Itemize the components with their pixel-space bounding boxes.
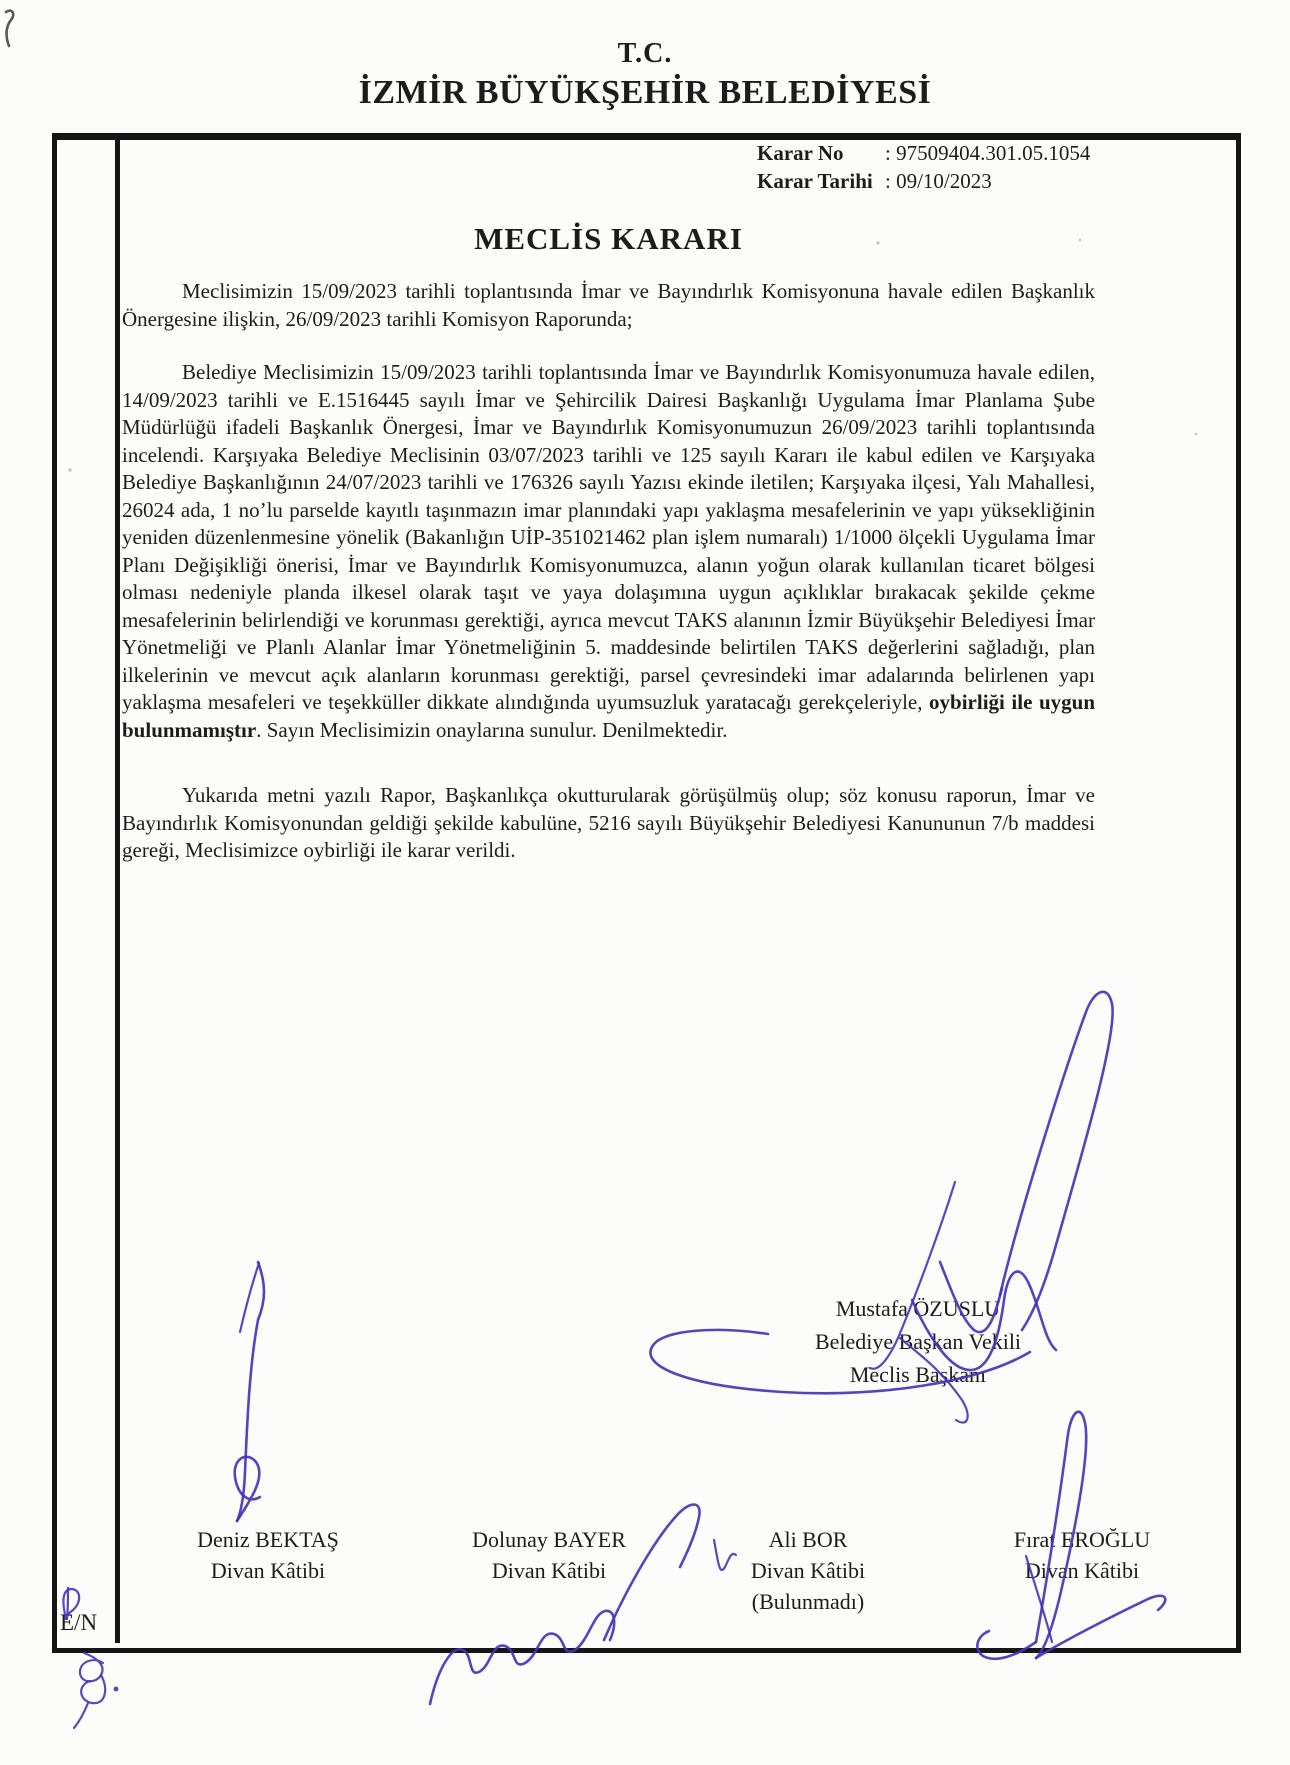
clerk-title: Divan Kâtibi: [210, 1558, 326, 1583]
clerk-title: Divan Kâtibi: [491, 1558, 607, 1583]
decision-date-label: Karar Tarihi: [757, 169, 873, 193]
decision-number-label: Karar No: [757, 141, 844, 165]
header-republic-abbreviation: T.C.: [617, 38, 673, 69]
electronic-copy-mark: E/N: [60, 1610, 98, 1635]
president-title-deputy-mayor: Belediye Başkan Vekili: [814, 1329, 1022, 1354]
paragraph-commission-report: [122, 359, 1095, 744]
clerk-name: Fırat EROĞLU: [1013, 1527, 1151, 1552]
president-name: Mustafa ÖZUSLU: [835, 1296, 1001, 1321]
clerk-absent-note: (Bulunmadı): [751, 1589, 865, 1614]
commission-report-text: Belediye Meclisimizin 15/09/2023 tarihli toplantısında İmar ve Bayındırlık Komisyonumuza havale edilen, 14/09/2023 tarihli ve E.1516445 sayılı İmar ve Şehircilik Dairesi Başkanlığı Uygulama İmar Planlama Şube Müdürlüğü ifadeli Başkanlık Önergesi, İmar ve Bayındırlık Komisyonumuzun 26/09/2023 tarihli toplantısında incelendi. Karşıyaka Belediye Meclisinin 03/07/2023 tarihli ve 125 sayılı Kararı ile kabul edilen ve Karşıyaka Belediye Başkanlığının 24/07/2023 tarihli ve 176326 sayılı Yazısı ekinde iletilen; Karşıyaka ilçesi, Yalı Mahallesi, 26024 ada, 1 no’lu parselde kayıtlı taşınmazın imar planındaki yapı yaklaşma mesafelerinin ve yapı yüksekliğinin yeniden düzenlenmesine yönelik (Bakanlığın UİP-351021462 plan işlem numaralı) 1/1000 ölçekli Uygulama İmar Planı Değişikliği önerisi, İmar ve Bayındırlık Komisyonumuzca, alanın yoğun olarak kullanılan ticaret bölgesi olması nedeniyle planda ilkesel olarak taşıt ve yaya dolaşımına uygun açıklıklar bırakacak şekilde çekme mesafelerinin belirlendiği ve korunması gerektiği, ayrıca mevcut TAKS alanının İzmir Büyükşehir Belediyesi İmar Yönetmeliği ve Planlı Alanlar İmar Yönetmeliğinin 5. maddesinde belirtilen TAKS değerlerini sağladığı, plan ilkelerinin ve mevcut açık alanların korunması gerektiği, parsel çevresindeki imar adalarında belirlenen yapı yaklaşma mesafeleri ve teşekküller dikkate alındığında uyumsuzluk yaratacağı gerekçeleriyle,: [122, 360, 1095, 714]
clerk-block-deniz-bektas: [128, 1524, 408, 1586]
paragraph-resolution: Yukarıda metni yazılı Rapor, Başkanlıkça okutturularak görüşülmüş olup; söz konusu raporun, İmar ve Bayındırlık Komisyonundan geldiği şekilde kabulüne, 5216 sayılı Büyükşehir Belediyesi Kanununun 7/b maddesi gereği, Meclisimizce oybirliği ile karar verildi.: [122, 783, 1095, 862]
clerk-name: Deniz BEKTAŞ: [197, 1527, 339, 1552]
clerk-name: Ali BOR: [768, 1527, 848, 1552]
clerk-title: Divan Kâtibi: [750, 1558, 866, 1583]
paragraph-referral: Meclisimizin 15/09/2023 tarihli toplantısında İmar ve Bayındırlık Komisyonuna havale edilen Başkanlık Önergesine ilişkin, 26/09/2023 tarihli Komisyon Raporunda;: [122, 279, 1095, 331]
clerk-block-dolunay-bayer: [409, 1524, 689, 1586]
unanimous-rejection-phrase: oybirliği ile uygun bulunmamıştır: [122, 690, 1095, 742]
decision-body: [122, 278, 1095, 891]
clerk-block-ali-bor: [668, 1524, 948, 1617]
header-municipality-name: İZMİR BÜYÜKŞEHİR BELEDİYESİ: [358, 74, 932, 111]
clerk-title: Divan Kâtibi: [1024, 1558, 1140, 1583]
president-title-council-chair: Meclis Başkanı: [849, 1362, 987, 1387]
decision-date-value: : 09/10/2023: [885, 169, 992, 193]
clerk-block-firat-eroglu: [942, 1524, 1222, 1586]
document-title: MECLİS KARARI: [474, 221, 743, 256]
clerk-name: Dolunay BAYER: [472, 1527, 626, 1552]
decision-number-value: : 97509404.301.05.1054: [885, 141, 1091, 165]
president-signature-block: [768, 1292, 1068, 1391]
decision-number-row: [757, 139, 1090, 167]
decision-meta: [757, 139, 1090, 195]
left-margin-rule: [115, 135, 120, 1643]
decision-date-row: [757, 167, 1090, 195]
commission-report-closing: . Sayın Meclisimizin onaylarına sunulur. Denilmektedir.: [256, 717, 728, 742]
